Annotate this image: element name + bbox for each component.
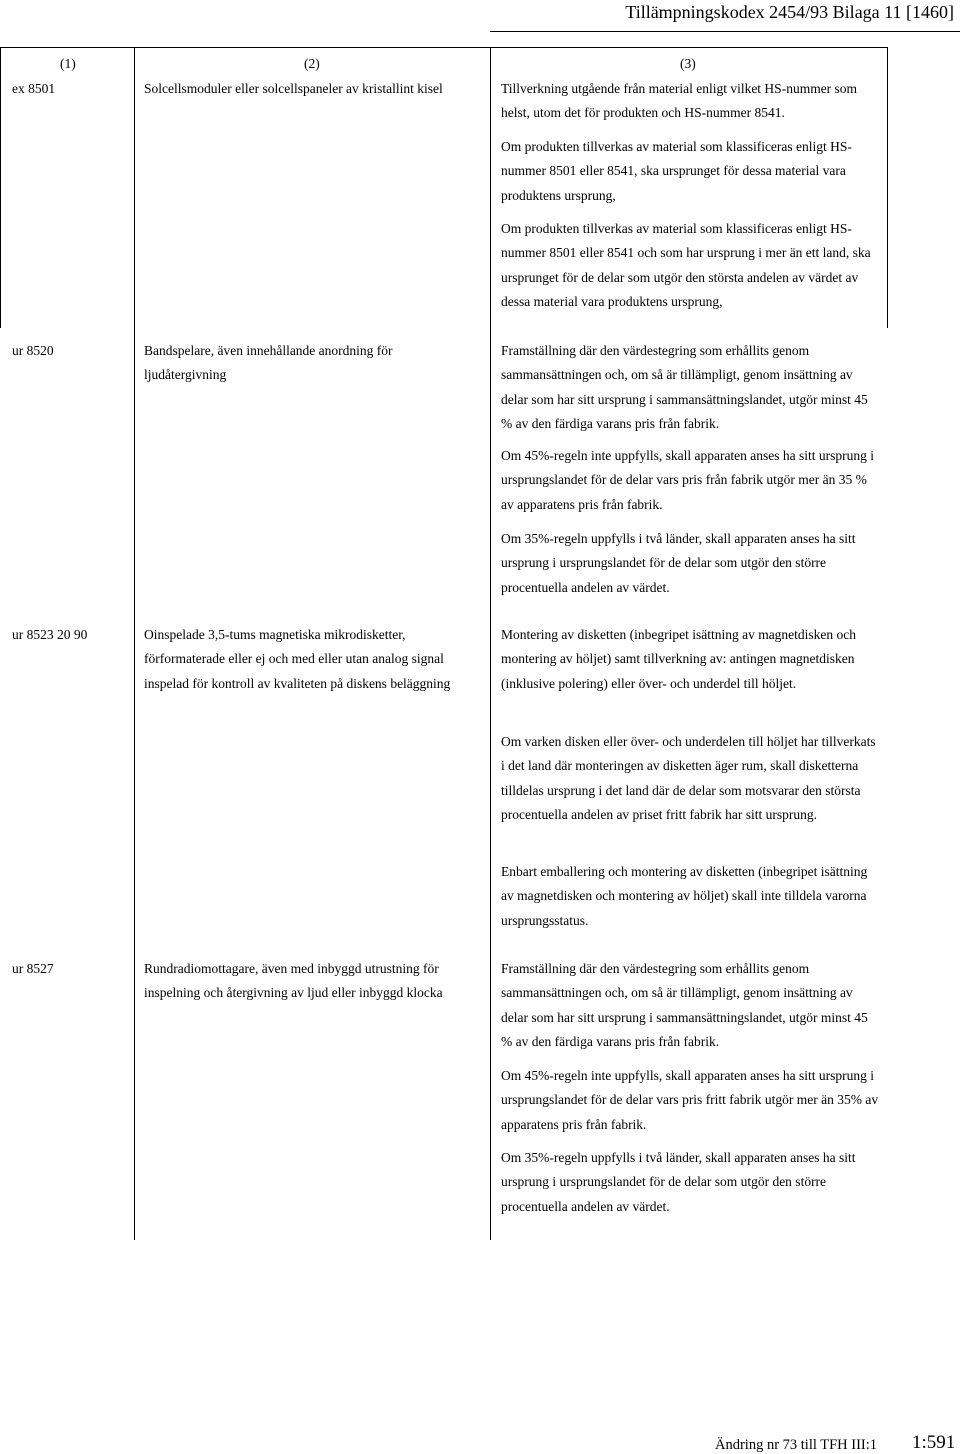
column-heading-2: (2) — [304, 56, 320, 71]
column-divider-2 — [490, 47, 491, 1240]
row-code: ur 8527 — [12, 961, 54, 976]
row-code: ur 8523 20 90 — [12, 627, 88, 642]
column-divider-1 — [134, 47, 135, 1240]
row-rule-2: Om varken disken eller över- och underdelen till höljet har tillverkats i det land där monteringen av disketten äger rum, skall disketterna tilldelas ursprung i det land där de delar som motsvarar den största procentuella andelen av priset fritt fabrik har sitt ursprung. — [501, 734, 876, 823]
row-rule-1: Montering av disketten (inbegripet isättning av magnetdisken och montering av höljet) samt tillverkning av: antingen magnetdisken (inklusive polering) eller över- och underdel till höljet. — [501, 627, 857, 691]
row-rule-3: Om produkten tillverkas av material som klassificeras enligt HS-nummer 8501 eller 8541 och som har ursprung i mer än ett land, ska ursprunget för de delar som utgör den största andelen av värdet av dessa material vara produktens ursprung, — [501, 221, 871, 310]
page-header-title: Tillämpningskodex 2454/93 Bilaga 11 [1460] — [625, 2, 954, 22]
row-rule-1: Tillverkning utgående från material enligt vilket HS-nummer som helst, utom det för produkten och HS-nummer 8541. — [501, 81, 858, 121]
row-description: Solcellsmoduler eller solcellspaneler av kristallint kisel — [144, 81, 443, 96]
column-divider-right — [887, 47, 888, 328]
header-rule — [490, 31, 960, 32]
row-description: Bandspelare, även innehållande anordning för ljudåtergivning — [144, 343, 393, 383]
row-code: ur 8520 — [12, 343, 54, 358]
column-heading-3: (3) — [680, 56, 696, 71]
row-description: Oinspelade 3,5-tums magnetiska mikrodisketter, förformaterade eller ej och med eller utan analog signal inspelad för kontroll av kvaliteten på diskens beläggning — [144, 627, 451, 691]
footer-amendment: Ändring nr 73 till TFH III:1 — [715, 1437, 878, 1453]
row-rule-2: Om produkten tillverkas av material som klassificeras enligt HS-nummer 8501 eller 8541, ska ursprunget för dessa material vara produktens ursprung, — [501, 139, 852, 203]
column-heading-1: (1) — [60, 56, 76, 71]
row-rule-3: Enbart emballering och montering av disketten (inbegripet isättning av magnetdisken och montering av höljet) skall inte tilldela varorna ursprungsstatus. — [501, 864, 868, 928]
column-divider-left — [0, 47, 1, 328]
row-rule-1: Framställning där den värdestegring som erhållits genom sammansättningen och, om så är tillämpligt, genom insättning av delar som har sitt ursprung i sammansättningslandet, utgör minst 45 % av den färdiga varans pris från fabrik. — [501, 961, 868, 1050]
row-rule-3: Om 35%-regeln uppfylls i två länder, skall apparaten anses ha sitt ursprung i ursprungslandet för de delar som utgör den större procentuella andelen av värdet. — [501, 531, 856, 595]
row-rule-2: Om 45%-regeln inte uppfylls, skall apparaten anses ha sitt ursprung i ursprungslandet för de delar vars pris fritt fabrik utgör mer än 35% av apparatens pris från fabrik. — [501, 1068, 879, 1132]
row-rule-1: Framställning där den värdestegring som erhållits genom sammansättningen och, om så är tillämpligt, genom insättning av delar som har sitt ursprung i sammansättningslandet, utgör minst 45 % av den färdiga varans pris från fabrik. — [501, 343, 868, 432]
row-code: ex 8501 — [12, 81, 56, 96]
row-rule-2: Om 45%-regeln inte uppfylls, skall apparaten anses ha sitt ursprung i ursprungslandet för de delar vars pris från fabrik utgör mer än 35 % av apparatens pris från fabrik. — [501, 448, 875, 512]
footer-page-number: 1:591 — [912, 1432, 956, 1453]
row-rule-3: Om 35%-regeln uppfylls i två länder, skall apparaten anses ha sitt ursprung i ursprungslandet för de delar som utgör den större procentuella andelen av värdet. — [501, 1150, 856, 1214]
row-description: Rundradiomottagare, även med inbyggd utrustning för inspelning och återgivning av ljud eller inbyggd klocka — [144, 961, 443, 1001]
